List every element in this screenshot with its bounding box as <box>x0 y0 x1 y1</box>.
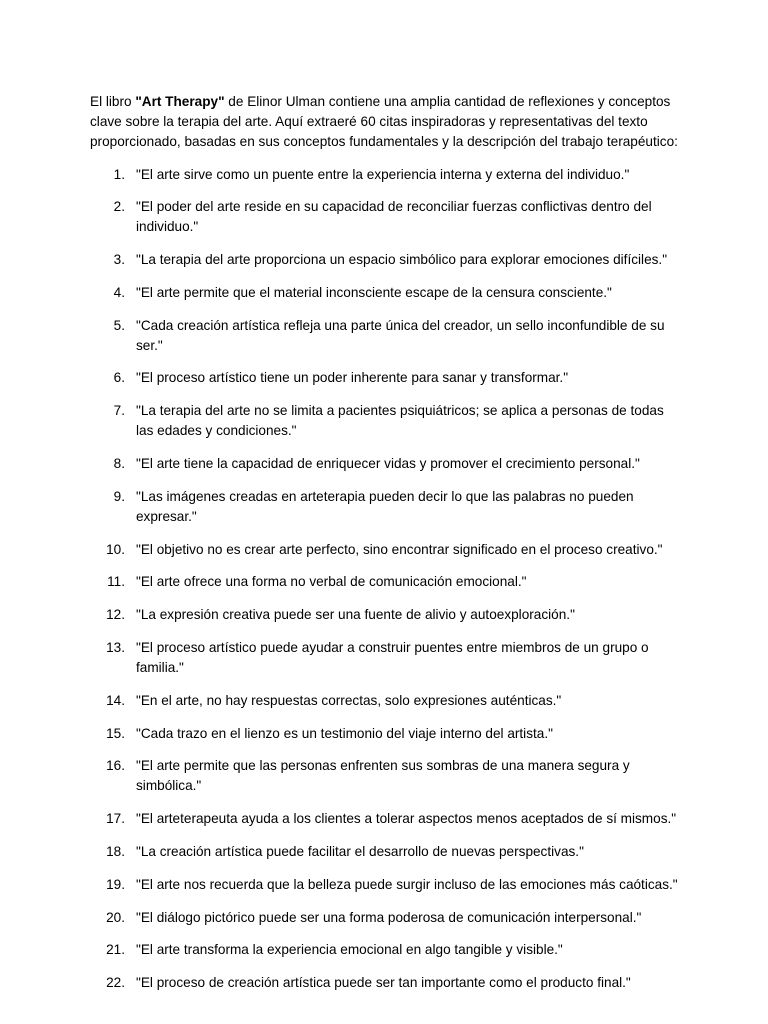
intro-paragraph <box>90 92 680 152</box>
quote-text: "El arte transforma la experiencia emocional en algo tangible y visible." <box>136 942 563 958</box>
quote-text: "La terapia del arte no se limita a pacientes psiquiátricos; se aplica a personas de todas las edades y condiciones." <box>136 403 664 439</box>
list-item <box>90 638 680 678</box>
quote-text: "El arte permite que el material inconsciente escape de la censura consciente." <box>136 284 612 300</box>
list-item-number: 5. <box>113 317 125 333</box>
list-item-number: 2. <box>113 199 125 215</box>
book-title: "Art Therapy" <box>135 94 225 109</box>
list-item-number: 21. <box>106 942 125 958</box>
list-item <box>90 875 680 895</box>
list-item <box>90 401 680 441</box>
list-item-number: 15. <box>106 725 125 741</box>
list-item <box>90 908 680 928</box>
quote-text: "El arteterapeuta ayuda a los clientes a tolerar aspectos menos aceptados de sí mismos." <box>136 811 677 827</box>
list-item <box>90 250 680 270</box>
list-item-number: 1. <box>113 166 125 182</box>
list-item-number: 19. <box>106 876 125 892</box>
list-item-number: 6. <box>113 370 125 386</box>
list-item <box>90 197 680 237</box>
quote-text: "El arte nos recuerda que la belleza puede surgir incluso de las emociones más caóticas." <box>136 876 678 892</box>
list-item <box>90 283 680 303</box>
list-item <box>90 605 680 625</box>
quote-text: "El arte tiene la capacidad de enriquecer vidas y promover el crecimiento personal." <box>136 456 640 472</box>
quote-text: "El proceso artístico puede ayudar a construir puentes entre miembros de un grupo o familia." <box>136 640 649 676</box>
list-item <box>90 940 680 960</box>
quote-text: "En el arte, no hay respuestas correctas, solo expresiones auténticas." <box>136 692 562 708</box>
quote-text: "El proceso artístico tiene un poder inherente para sanar y transformar." <box>136 370 569 386</box>
list-item-number: 13. <box>106 640 125 656</box>
list-item-number: 22. <box>106 975 125 991</box>
list-item-number: 20. <box>106 909 125 925</box>
quote-text: "El objetivo no es crear arte perfecto, sino encontrar significado en el proceso creativo." <box>136 541 663 557</box>
quote-text: "La expresión creativa puede ser una fuente de alivio y autoexploración." <box>136 607 575 623</box>
list-item-number: 8. <box>113 456 125 472</box>
quote-text: "La creación artística puede facilitar el desarrollo de nuevas perspectivas." <box>136 844 584 860</box>
list-item-number: 9. <box>113 488 125 504</box>
list-item-number: 7. <box>113 403 125 419</box>
list-item-number: 3. <box>113 252 125 268</box>
quote-text: "El arte ofrece una forma no verbal de comunicación emocional." <box>136 574 527 590</box>
quote-text: "El poder del arte reside en su capacidad de reconciliar fuerzas conflictivas dentro del individuo." <box>136 199 652 235</box>
list-item <box>90 487 680 527</box>
document-body <box>90 92 680 1006</box>
list-item <box>90 540 680 560</box>
list-item-number: 17. <box>106 811 125 827</box>
quote-text: "Cada trazo en el lienzo es un testimonio del viaje interno del artista." <box>136 725 553 741</box>
quote-text: "El diálogo pictórico puede ser una forma poderosa de comunicación interpersonal." <box>136 909 642 925</box>
list-item-number: 16. <box>106 758 125 774</box>
list-item <box>90 368 680 388</box>
quote-text: "El arte permite que las personas enfrenten sus sombras de una manera segura y simbólica." <box>136 758 630 794</box>
list-item <box>90 809 680 829</box>
list-item-number: 4. <box>113 284 125 300</box>
list-item <box>90 842 680 862</box>
quote-text: "Las imágenes creadas en arteterapia pueden decir lo que las palabras no pueden expresar." <box>136 488 634 524</box>
list-item <box>90 316 680 356</box>
list-item-number: 10. <box>106 541 125 557</box>
intro-text: de Elinor Ulman contiene una amplia cantidad de reflexiones y conceptos clave sobre la terapia del arte. Aquí extraeré 60 citas inspiradoras y representativas del texto proporcionado, basadas en sus conceptos fundamentales y la descripción del trabajo terapéutico: <box>90 94 678 149</box>
quote-text: "El proceso de creación artística puede ser tan importante como el producto final." <box>136 975 631 991</box>
list-item-number: 18. <box>106 844 125 860</box>
list-item <box>90 756 680 796</box>
list-item <box>90 973 680 993</box>
list-item <box>90 724 680 744</box>
quote-text: "El arte sirve como un puente entre la experiencia interna y externa del individuo." <box>136 166 630 182</box>
list-item <box>90 454 680 474</box>
quote-text: "La terapia del arte proporciona un espacio simbólico para explorar emociones difíciles." <box>136 252 668 268</box>
quote-text: "Cada creación artística refleja una parte única del creador, un sello inconfundible de su ser." <box>136 317 665 353</box>
quotes-list <box>90 165 680 994</box>
list-item <box>90 165 680 185</box>
list-item <box>90 691 680 711</box>
list-item <box>90 572 680 592</box>
list-item-number: 14. <box>106 692 125 708</box>
intro-prefix: El libro <box>90 94 136 109</box>
list-item-number: 11. <box>107 574 125 590</box>
list-item-number: 12. <box>106 607 125 623</box>
